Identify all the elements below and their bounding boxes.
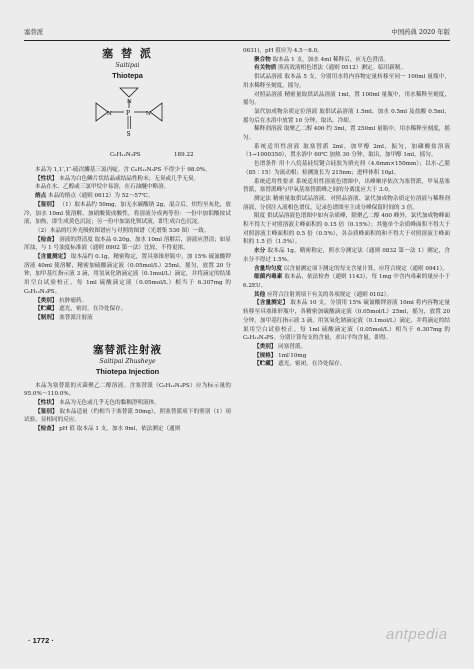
paragraph bbox=[24, 192, 231, 201]
paragraph-text: 本品为 1,1′,1″-硫次膦基三氮丙啶。含 C₆H₁₂N₃PS 不得少于 98.0%。 bbox=[35, 167, 211, 173]
paragraph bbox=[243, 212, 450, 247]
section-label: 【类别】 bbox=[35, 297, 58, 304]
monograph-english-title: Thiotepa bbox=[112, 71, 143, 80]
monograph-body bbox=[24, 166, 231, 323]
section-label: 其他 bbox=[254, 291, 266, 298]
running-header bbox=[24, 27, 450, 39]
paragraph-text: 系统适用性溶液 取塞替派 2ml，加甲醇 2ml，振匀，加磷酸盐溶液（1→1000350），置水浴中 60℃ 加热 30 分钟，取出，加甲醇 1ml，摇匀。 bbox=[243, 143, 450, 159]
paragraph-text: 氯代加成物杂质定位溶液 取供试品溶液 1.5ml，加水 0.5ml 及盐酸 0.5ml，摇匀后在水浴中放置 10 分钟，取出，冷却。 bbox=[243, 108, 450, 124]
paragraph-text: 溶液的澄清度 取本品 0.20g，加水 10ml 溶解后，溶液应澄清；如显浑浊，与 1 号浊度标准液（通则 0902 第一法）比较，不得更浓。 bbox=[24, 236, 231, 252]
paragraph bbox=[24, 253, 231, 297]
monograph-pinyin: Saitipai bbox=[115, 62, 140, 69]
right-column bbox=[243, 47, 450, 369]
section-label: 【制剂】 bbox=[35, 314, 58, 321]
paragraph bbox=[243, 160, 450, 177]
section-label: 【贮藏】 bbox=[254, 361, 277, 368]
atom-n-right: N bbox=[146, 111, 151, 117]
paragraph bbox=[243, 143, 450, 160]
paragraph bbox=[24, 382, 231, 399]
paragraph bbox=[24, 305, 231, 314]
paragraph-text: 取本品 10 支，分别用 15% 硫氰酸钾溶液 10ml 将内容物定量转移至具塞锥形瓶中，各精密加硫酸滴定液（0.05mol/L）25ml，摇匀，放置 20 分钟，加甲基红指示液 3 滴，用氢氧化钠滴定液（0.1mol/L）滴定，并将滴定的结果用空白试验校正。每 1ml 硫酸滴定液（0.05mol/L）相当于 6.307mg 的 C₆H₁₂N₃PS。分别计算每支的含量，求出平均含量，即得。 bbox=[243, 300, 450, 342]
paragraph bbox=[243, 247, 450, 264]
section-label: 【规格】 bbox=[254, 352, 277, 359]
paragraph bbox=[24, 175, 231, 184]
paragraph-text: 限度 供试品溶液色谱图中如有杂质峰，除聚乙二醇 400 峰外，氯代加成物峰面积不得大于对照溶液主峰面积的 0.15 倍（0.15%）；其他单个杂质峰面积不得大于对照溶液主峰面积的 0.5 倍（0.5%），各杂质峰面积的和不得大于对照溶液主峰面积的 1.5 倍（1.5%）。 bbox=[243, 213, 450, 246]
monograph-body-injection bbox=[24, 382, 231, 434]
paragraph-text: 本品在水、乙醇或三氯甲烷中易溶，在石油醚中略溶。 bbox=[35, 184, 170, 191]
paragraph bbox=[24, 166, 231, 175]
paragraph-text: 本品为白色鳞片状结晶或结晶性粉末；无臭或几乎无臭。 bbox=[59, 175, 200, 182]
paragraph-text: 取本品约 0.1g，精密称定，置具塞锥形瓶中，加 15% 硫氰酸钾溶液 40ml 使溶解，精密加硫酸滴定液（0.05mol/L）25ml，摇匀，放置 20 分钟，加甲基红指示液 3 滴，用氢氧化钠滴定液（0.1mol/L）滴定，并将滴定的结果用空白试验校正。每 1ml 硫酸滴定液（0.05mol/L）相当于 6.307mg 的 C₆H₁₂N₃PS。 bbox=[24, 254, 232, 295]
monograph-pinyin-injection: Saitipai Zhusheye bbox=[99, 357, 156, 365]
section-label: 【鉴别】 bbox=[35, 201, 58, 208]
section-label: 熔点 bbox=[35, 193, 47, 200]
section-label: 【含量测定】 bbox=[35, 254, 69, 261]
monograph-title: 塞 替 派 bbox=[102, 47, 153, 60]
paragraph-text: 本品为塞替派的灭菌聚乙二醇溶液。含塞替派（C₆H₁₂N₃PS）应为标示量的 95.0%～110.0%。 bbox=[24, 382, 231, 398]
molecular-formula: C₆H₁₂N₃PS bbox=[110, 152, 141, 158]
paragraph bbox=[243, 91, 450, 108]
paragraph bbox=[24, 399, 231, 408]
monograph-english-title-injection: Thiotepa Injection bbox=[95, 366, 160, 376]
thiotepa-structure-diagram bbox=[90, 85, 170, 149]
paragraph-text: 本品为无色或几乎无色的黏稠澄明液体。 bbox=[59, 400, 160, 407]
paragraph-text: 取本品 1g，精密称定，照水分测定法（通则 0832 第一法 1）测定，含水分不得过 1.5%。 bbox=[243, 248, 450, 263]
paragraph bbox=[243, 195, 450, 212]
section-label: 含量均匀度 bbox=[254, 265, 282, 272]
paragraph-text: 应符合注射剂项下有关的各项规定（通则 0102）。 bbox=[266, 291, 393, 298]
running-header-left: 塞替派 bbox=[24, 28, 44, 36]
paragraph bbox=[24, 236, 231, 253]
paragraph-text: （1）取本品约 50mg，加无水碳酸钠 2g，混合后，炽灼至灰化，放冷，加水 10ml 使溶解，加硝酸使成酸性，将溶液分成两等份：一份中加钼酸铵试液，加热，即生成黄色沉淀；另一份中加氯化钡试液，即生成白色沉淀。 bbox=[24, 201, 231, 226]
paragraph bbox=[243, 291, 450, 300]
atom-s: S bbox=[126, 131, 131, 138]
running-header-right: 中国药典 2020 年版 bbox=[391, 28, 450, 36]
paragraph bbox=[243, 299, 450, 343]
atom-n-left: N bbox=[107, 111, 112, 117]
section-label: 细菌内毒素 bbox=[254, 274, 283, 281]
paragraph bbox=[24, 183, 231, 192]
paragraph-text: 测定法 精密量取供试品溶液、对照品溶液、氯代加成物杂质定位溶液与稀释剂溶液，分别注入液相色谱仪，记录色谱图至主成分峰保留时间的 3 倍。 bbox=[243, 195, 450, 211]
section-label: 【性状】 bbox=[35, 400, 58, 407]
paragraph bbox=[243, 64, 450, 73]
page-number: · 1772 · bbox=[28, 636, 54, 645]
paragraph bbox=[243, 360, 450, 369]
paragraph bbox=[243, 273, 450, 290]
paragraph bbox=[24, 201, 231, 227]
header-rule bbox=[24, 40, 450, 41]
section-label: 水分 bbox=[254, 248, 266, 255]
paragraph-text: 稀释剂溶液 取聚乙二醇 400 约 3ml，置 250ml 量瓶中，用水稀释至刻度，摇匀。 bbox=[243, 126, 450, 142]
paragraph bbox=[24, 314, 231, 323]
paragraph bbox=[243, 56, 450, 65]
paragraph-text: 色谱条件 用十八烷基硅烷键合硅胶为填充剂（4.6mm×150mm）；以水-乙腈（85∶15）为流动相；检测波长为 215nm；进样体积 10μl。 bbox=[243, 161, 450, 176]
paragraph-text: 系统适用性要求 系统适用性溶液色谱图中，出峰顺序依次为塞替派，甲氧基塞替派，塞替派峰与甲氧基塞替派峰之间的分离度应大于 3.0。 bbox=[243, 178, 450, 194]
chemical-structure bbox=[24, 81, 231, 151]
paragraph-text: 遮光，密闭，在冷处保存。 bbox=[278, 361, 346, 368]
section-label: 【检查】 bbox=[35, 426, 58, 433]
paragraph bbox=[243, 178, 450, 195]
paragraph-text: 供试品溶液 取本品 5 支，分别用水将内容物定量转移至同一 100ml 量瓶中，用水稀释至刻度，摇匀。 bbox=[243, 74, 450, 89]
paragraph-text: 0631)，pH 值应为 4.5～8.0。 bbox=[243, 48, 323, 54]
section-label: 有关物质 bbox=[254, 65, 277, 72]
paragraph-text: 塞替派注射液 bbox=[59, 314, 93, 321]
paragraph bbox=[243, 73, 450, 90]
paragraph-text: 遮光，密封，在冷处保存。 bbox=[59, 306, 127, 313]
paragraph bbox=[24, 227, 231, 236]
watermark: antpedia bbox=[386, 626, 448, 643]
formula-line bbox=[24, 151, 231, 161]
paragraph-text: 本品的熔点（通则 0612）为 52～57℃。 bbox=[47, 193, 154, 200]
paragraph-text: 取本品，依法检查（通则 1143），每 1mg 中含内毒素的量应小于 6.2EU。 bbox=[243, 274, 450, 289]
paragraph-text: 同塞替派。 bbox=[278, 343, 307, 350]
atom-p: P bbox=[126, 110, 131, 117]
paragraph-text: pH 值 取本品 1 支，加水 9ml，依法测定（通则 bbox=[59, 426, 181, 433]
right-column-body bbox=[243, 47, 450, 369]
paragraph bbox=[243, 47, 450, 56]
section-label: 【类别】 bbox=[254, 343, 277, 350]
monograph-title-injection: 塞替派注射液 bbox=[93, 343, 162, 356]
molecular-weight: 189.22 bbox=[174, 152, 194, 158]
paragraph-text: 照高效液相色谱法（通则 0512）测定。临用新制。 bbox=[278, 65, 407, 72]
section-label: 【性状】 bbox=[35, 175, 58, 182]
paragraph-text: 取本品 1 支，加水 4ml 稀释后，应无色澄清。 bbox=[272, 56, 389, 63]
paragraph-text: 以含量测定项下测定的每支含量计算，应符合规定（通则 0941）。 bbox=[283, 265, 449, 272]
paragraph-text: 对照品溶液 精密量取供试品溶液 1ml，置 100ml 量瓶中，用水稀释至刻度，摇匀。 bbox=[243, 91, 450, 107]
paragraph bbox=[243, 352, 450, 361]
paragraph bbox=[24, 297, 231, 306]
paragraph bbox=[24, 408, 231, 425]
paragraph bbox=[24, 425, 231, 434]
section-label: 【含量测定】 bbox=[254, 300, 289, 307]
aziridine-ring-right bbox=[150, 103, 162, 121]
section-label: 【鉴别】 bbox=[35, 408, 58, 415]
atom-n-top: N bbox=[127, 99, 132, 105]
aziridine-ring-top bbox=[120, 88, 138, 97]
section-label: 【检查】 bbox=[35, 236, 58, 243]
section-label: 聚合物 bbox=[254, 56, 271, 63]
left-column bbox=[24, 47, 231, 434]
paragraph bbox=[243, 108, 450, 125]
paragraph bbox=[243, 265, 450, 274]
paragraph-text: 抗肿瘤药。 bbox=[59, 297, 88, 304]
section-label: 【贮藏】 bbox=[35, 306, 58, 313]
paragraph-text: （2）本品的红外光吸收图谱应与对照的图谱（光谱集 530 图）一致。 bbox=[35, 227, 210, 234]
paragraph bbox=[243, 125, 450, 142]
paragraph bbox=[243, 343, 450, 352]
paragraph-text: 1ml∶10mg bbox=[278, 352, 307, 359]
paragraph-text: 取本品适量（约相当于塞替派 50mg），照塞替派项下的鉴别（1）项试验，显相同的反应。 bbox=[24, 408, 231, 424]
